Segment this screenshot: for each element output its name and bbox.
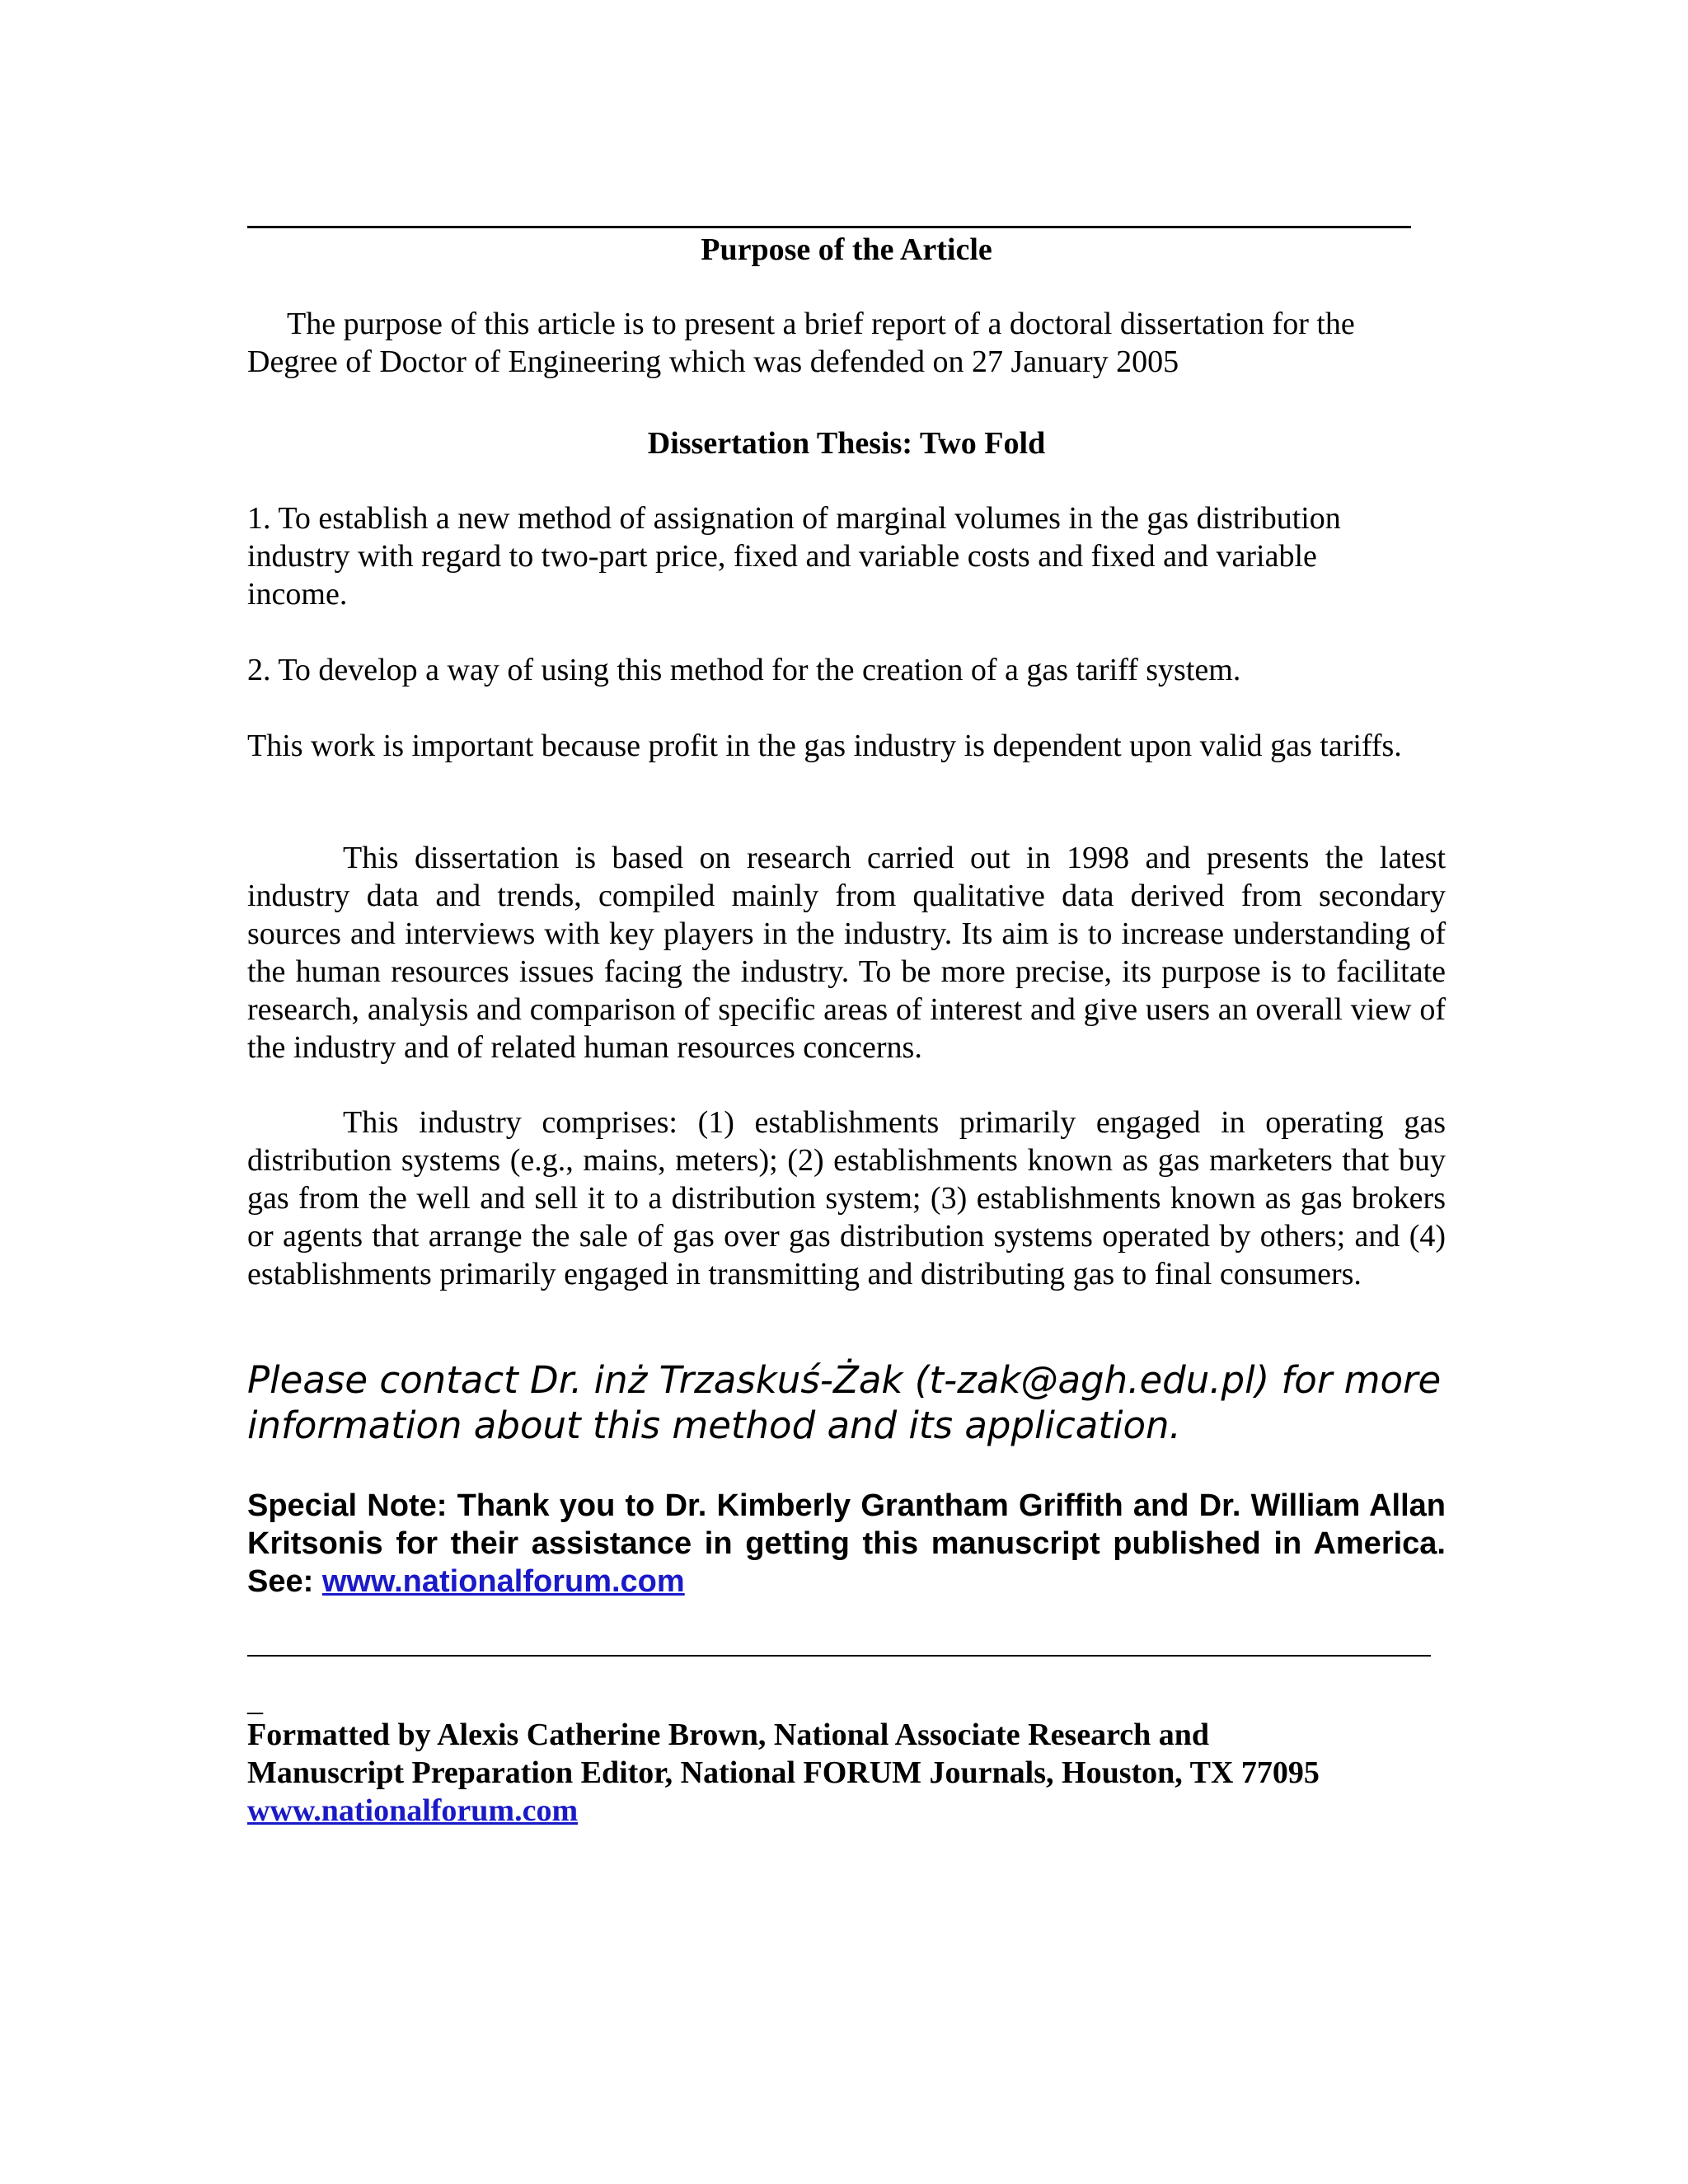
research-paragraph: This dissertation is based on research carried out in 1998 and presents the latest industry data and trends, compiled mainly from qualitative data derived from secondary sources and interviews with key players in the industry. Its aim is to increase understanding of the human resources issues facing the industry. To be more precise, its purpose is to facilitate research, analysis and comparison of specific areas of interest and give users an overall view of the industry and of related human resources concerns. <box>247 841 1446 1065</box>
footer-link[interactable]: www.nationalforum.com <box>247 1793 579 1828</box>
bottom-rule <box>247 1655 1431 1657</box>
separator-dash: _ <box>247 1683 263 1718</box>
thesis-heading: Dissertation Thesis: Two Fold <box>647 426 1046 461</box>
footer-credit <box>247 1716 1446 1830</box>
industry-paragraph: This industry comprises: (1) establishments primarily engaged in operating gas distribution systems (e.g., mains, meters); (2) establishments known as gas marketers that buy gas from the well and sell it to a distribution system; (3) establishments known as gas brokers or agents that arrange the sale of gas over gas distribution systems operated by others; and (4) establishments primarily engaged in transmitting and distributing gas to final consumers. <box>247 1105 1446 1291</box>
special-note-text: Special Note: Thank you to Dr. Kimberly Grantham Griffith and Dr. William Allan Kritsonis for their assistance in getting this manuscript published in America. See: <box>247 1488 1446 1599</box>
thesis-item-1: 1. To establish a new method of assignation of marginal volumes in the gas distribution industry with regard to two-part price, fixed and variable costs and fixed and variable income. <box>247 501 1341 612</box>
thesis-item-2: 2. To develop a way of using this method for the creation of a gas tariff system. <box>247 653 1241 687</box>
special-note-link[interactable]: www.nationalforum.com <box>321 1564 685 1599</box>
footer-line-1: Formatted by Alexis Catherine Brown, National Associate Research and <box>247 1718 1210 1752</box>
purpose-heading: Purpose of the Article <box>701 232 992 267</box>
importance-paragraph: This work is important because profit in the gas industry is dependent upon valid gas tariffs. <box>247 729 1402 763</box>
contact-note: Please contact Dr. inż Trzaskuś-Żak (t-zak@agh.edu.pl) for more information about this method and its application. <box>247 1358 1442 1447</box>
purpose-paragraph: The purpose of this article is to present a brief report of a doctoral dissertation for the Degree of Doctor of Engineering which was defended on 27 January 2005 <box>247 307 1355 379</box>
special-note <box>247 1487 1446 1601</box>
top-rule <box>247 226 1411 228</box>
footer-line-2: Manuscript Preparation Editor, National FORUM Journals, Houston, TX 77095 <box>247 1755 1320 1790</box>
